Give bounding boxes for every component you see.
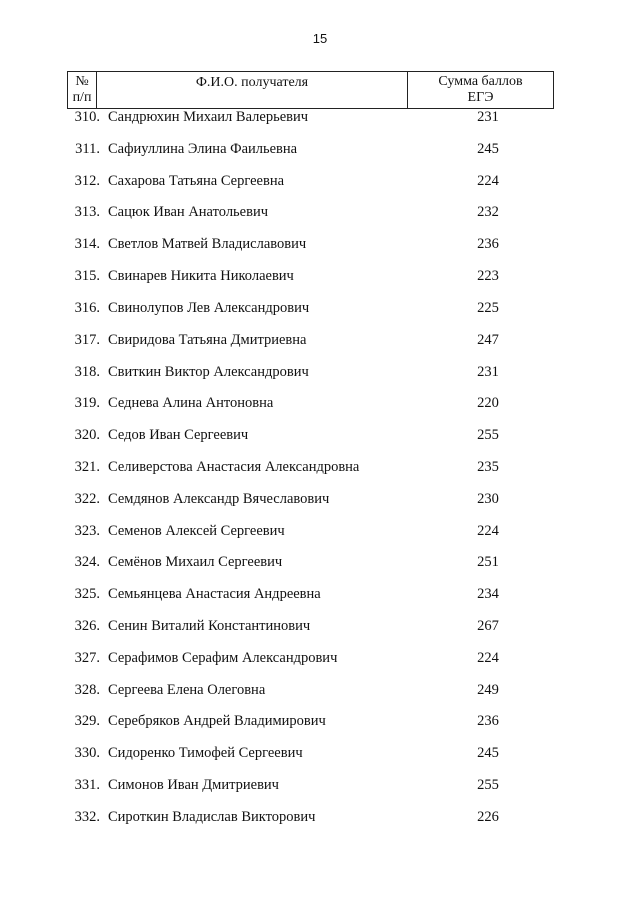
table-row — [0, 680, 640, 712]
recipient-name: Сергеева Елена Олеговна — [108, 681, 266, 698]
table-row — [0, 362, 640, 394]
recipient-name: Сироткин Владислав Викторович — [108, 808, 316, 825]
exam-score: 226 — [477, 808, 499, 825]
recipient-name: Семенов Алексей Сергеевич — [108, 522, 285, 539]
recipient-name: Седов Иван Сергеевич — [108, 427, 249, 444]
recipient-name: Серафимов Серафим Александрович — [108, 649, 338, 666]
exam-score: 225 — [477, 299, 499, 316]
row-number: 313. — [74, 204, 100, 221]
header-number-label: № — [75, 74, 89, 89]
row-number: 324. — [74, 554, 100, 571]
table-row — [0, 330, 640, 362]
recipient-name: Сахарова Татьяна Сергеевна — [108, 172, 285, 189]
table-row — [0, 171, 640, 203]
exam-score: 223 — [477, 268, 499, 285]
table-row — [0, 711, 640, 743]
row-number: 312. — [74, 172, 100, 189]
table-row — [0, 616, 640, 648]
exam-score: 230 — [477, 490, 499, 507]
table-row — [0, 743, 640, 775]
exam-score: 231 — [477, 363, 499, 380]
table-row — [0, 425, 640, 457]
exam-score: 232 — [477, 204, 499, 221]
recipient-name: Сидоренко Тимофей Сергеевич — [108, 745, 303, 762]
table-row — [0, 521, 640, 553]
row-number: 314. — [74, 236, 100, 253]
row-number: 323. — [74, 522, 100, 539]
row-number: 316. — [74, 299, 100, 316]
table-row — [0, 234, 640, 266]
recipient-name: Симонов Иван Дмитриевич — [108, 777, 279, 794]
recipient-name: Свиткин Виктор Александрович — [108, 363, 309, 380]
page-number: 15 — [312, 31, 328, 46]
row-number: 330. — [74, 745, 100, 762]
recipient-name: Семдянов Александр Вячеславович — [108, 490, 330, 507]
table-row — [0, 139, 640, 171]
row-number: 320. — [74, 427, 100, 444]
exam-score: 267 — [477, 618, 499, 634]
recipient-name: Седнева Алина Антоновна — [108, 395, 274, 412]
row-number: 322. — [74, 490, 100, 507]
recipient-name: Сафиуллина Элина Фаильевна — [108, 140, 298, 157]
header-score-sublabel: ЕГЭ — [467, 90, 494, 105]
table-row — [0, 648, 640, 680]
table-row — [0, 457, 640, 489]
exam-score: 224 — [477, 522, 499, 539]
table-row — [0, 584, 640, 616]
recipient-name: Сенин Виталий Константинович — [108, 618, 311, 634]
exam-score: 231 — [477, 109, 499, 125]
recipient-name: Свинарев Никита Николаевич — [108, 268, 294, 285]
exam-score: 251 — [477, 554, 499, 571]
table-row — [0, 202, 640, 234]
table-row — [0, 266, 640, 298]
table-row — [0, 298, 640, 330]
row-number: 325. — [74, 586, 100, 603]
table-row — [0, 775, 640, 807]
exam-score: 249 — [477, 681, 499, 698]
row-number: 329. — [74, 713, 100, 730]
table-row — [0, 107, 640, 139]
recipient-name: Свиридова Татьяна Дмитриевна — [108, 331, 307, 348]
row-number: 318. — [74, 363, 100, 380]
row-number: 317. — [74, 331, 100, 348]
row-number: 321. — [74, 458, 100, 475]
exam-score: 247 — [477, 331, 499, 348]
header-name-column — [97, 72, 408, 108]
table-header — [67, 71, 554, 109]
exam-score: 255 — [477, 427, 499, 444]
header-number-column — [68, 72, 97, 108]
recipient-name: Сандрюхин Михаил Валерьевич — [108, 109, 309, 125]
row-number: 311. — [75, 140, 100, 157]
exam-score: 245 — [477, 745, 499, 762]
recipient-name: Серебряков Андрей Владимирович — [108, 713, 326, 730]
table-row — [0, 489, 640, 521]
row-number: 310. — [74, 109, 100, 125]
exam-score: 234 — [477, 586, 499, 603]
row-number: 327. — [74, 649, 100, 666]
exam-score: 224 — [477, 649, 499, 666]
recipient-name: Сацюк Иван Анатольевич — [108, 204, 268, 221]
exam-score: 236 — [477, 236, 499, 253]
recipient-name: Семёнов Михаил Сергеевич — [108, 554, 283, 571]
recipient-list — [0, 107, 640, 839]
exam-score: 224 — [477, 172, 499, 189]
row-number: 326. — [74, 618, 100, 634]
row-number: 319. — [74, 395, 100, 412]
recipient-name: Семьянцева Анастасия Андреевна — [108, 586, 321, 603]
exam-score: 235 — [477, 458, 499, 475]
exam-score: 245 — [477, 140, 499, 157]
exam-score: 236 — [477, 713, 499, 730]
row-number: 328. — [74, 681, 100, 698]
header-score-label: Сумма баллов — [438, 74, 523, 89]
recipient-name: Селиверстова Анастасия Александровна — [108, 458, 360, 475]
exam-score: 255 — [477, 777, 499, 794]
exam-score: 220 — [477, 395, 499, 412]
header-score-column — [408, 72, 553, 108]
row-number: 331. — [74, 777, 100, 794]
table-row — [0, 552, 640, 584]
row-number: 315. — [74, 268, 100, 285]
header-name-label: Ф.И.О. получателя — [195, 75, 309, 90]
recipient-name: Светлов Матвей Владиславович — [108, 236, 307, 253]
recipient-name: Свинолупов Лев Александрович — [108, 299, 310, 316]
header-number-sublabel: п/п — [72, 90, 92, 105]
row-number: 332. — [74, 808, 100, 825]
table-row — [0, 393, 640, 425]
table-row — [0, 807, 640, 839]
